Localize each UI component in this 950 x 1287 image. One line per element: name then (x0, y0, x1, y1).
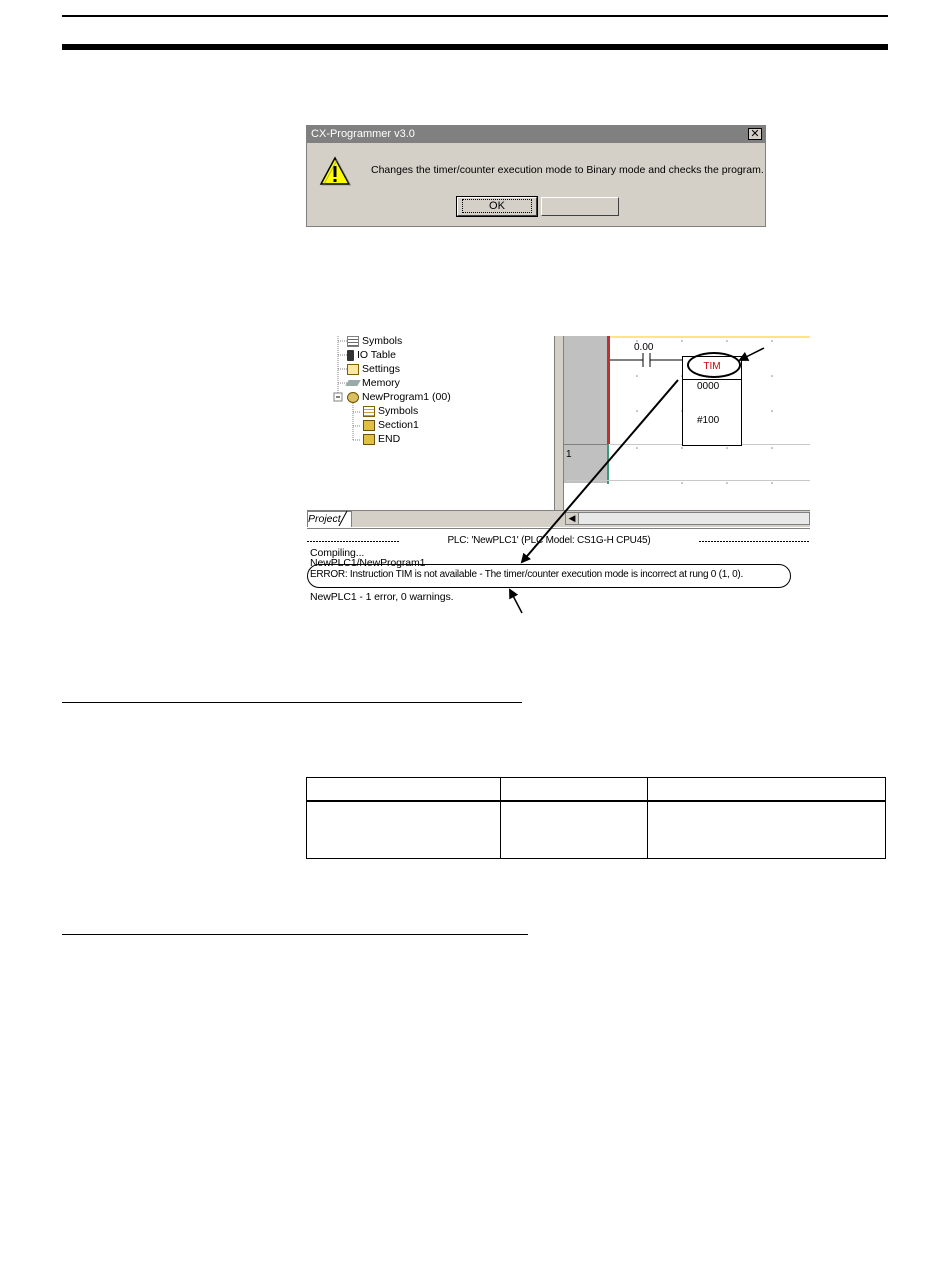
header-rule-thick (62, 44, 888, 50)
tab-edge (337, 511, 349, 527)
scroll-left-icon[interactable]: ◀ (566, 513, 579, 524)
dialog-title: CX-Programmer v3.0 (307, 126, 765, 143)
ok-button[interactable] (457, 197, 537, 216)
cancel-button[interactable] (541, 197, 619, 216)
tree-item-symbols[interactable] (347, 336, 402, 348)
tree-label: Section1 (378, 419, 419, 431)
io-table-icon (347, 350, 354, 361)
dialog-message: Changes the timer/counter execution mode to Binary mode and checks the program. (371, 164, 764, 176)
end-icon (363, 434, 375, 445)
tree-item-section1[interactable] (363, 418, 419, 432)
ok-label: OK (462, 199, 532, 213)
contact-address: 0.00 (634, 342, 654, 353)
symbols-icon (347, 336, 359, 347)
section-icon (363, 420, 375, 431)
timer-number: 0000 (697, 381, 720, 392)
output-line: Compiling... (310, 547, 365, 559)
tree-item-program-symbols[interactable] (363, 404, 418, 418)
data-table (306, 777, 886, 859)
table-header-cell (648, 778, 886, 802)
header-dots (307, 541, 399, 542)
tree-label: Memory (362, 377, 400, 389)
table-header-row (307, 778, 886, 802)
tree-label: NewProgram1 (00) (362, 391, 451, 403)
table-cell (501, 801, 648, 859)
annotation-arrows (500, 340, 780, 620)
output-error-line: ERROR: Instruction TIM is not available - The timer/counter execution mode is incorrect at rung 0 (1, 0). (310, 569, 744, 580)
table-cell (307, 801, 501, 859)
output-header: PLC: 'NewPLC1' (PLC Model: CS1G-H CPU45) (447, 535, 651, 546)
tree-label: IO Table (357, 349, 396, 361)
table-header-cell (307, 778, 501, 802)
symbols-icon (363, 406, 375, 417)
instruction-mnemonic: TIM (703, 361, 721, 372)
warning-icon (319, 156, 351, 186)
set-value: #100 (697, 415, 720, 426)
section-rule (62, 934, 528, 935)
output-summary: NewPLC1 - 1 error, 0 warnings. (310, 591, 454, 603)
tree-item-memory[interactable] (347, 376, 400, 390)
tree-item-io-table[interactable] (347, 348, 396, 362)
program-icon (347, 392, 359, 403)
header-rule-thin (62, 15, 888, 17)
tree-item-end[interactable] (363, 432, 400, 446)
close-icon[interactable]: ✕ (748, 128, 762, 140)
tree-item-newprogram1[interactable] (347, 390, 451, 404)
table-row (307, 801, 886, 859)
confirm-dialog (306, 125, 766, 227)
table-header-cell (501, 778, 648, 802)
table-cell (648, 801, 886, 859)
memory-icon (345, 380, 360, 386)
tree-label: Symbols (362, 336, 403, 347)
tree-item-settings[interactable] (347, 362, 400, 376)
tree-label: Settings (362, 363, 400, 375)
rung-number: 1 (566, 449, 572, 460)
section-rule (62, 702, 522, 703)
output-line: NewPLC1/NewProgram1 (310, 557, 426, 569)
tree-label: END (378, 433, 401, 445)
settings-icon (347, 364, 359, 375)
tab-project[interactable]: Project (307, 511, 352, 527)
tree-label: Symbols (378, 405, 419, 417)
